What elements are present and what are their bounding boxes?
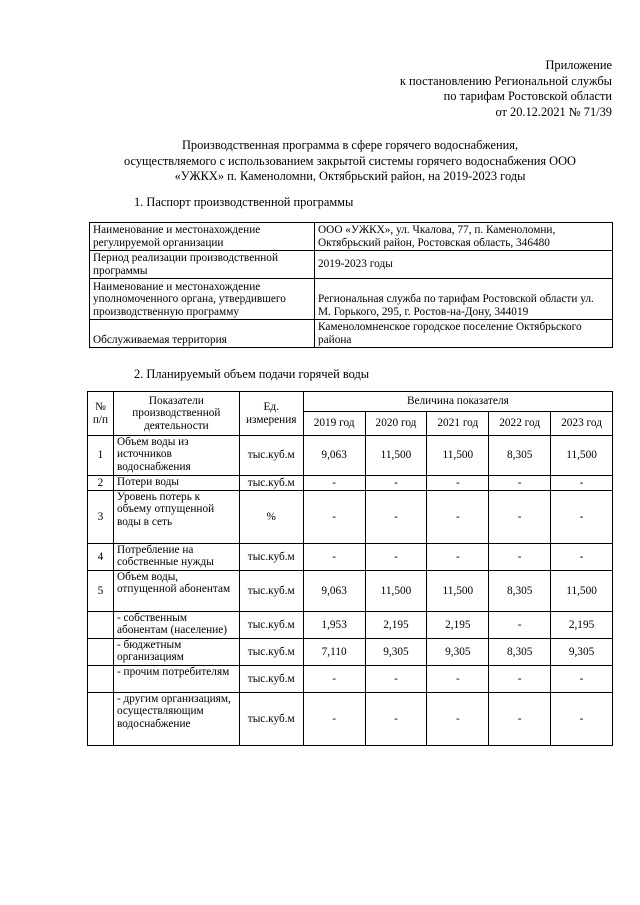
row-value: 9,063 — [303, 436, 365, 476]
row-value: - — [551, 544, 613, 571]
row-value: - — [551, 666, 613, 693]
table-row — [88, 612, 613, 639]
section-2-heading: 2. Планируемый объем подачи горячей воды — [134, 367, 370, 381]
row-name: Потери воды — [113, 476, 239, 491]
title-line: «УЖКХ» п. Каменоломни, Октябрьский район, на 2019-2023 годы — [174, 169, 526, 183]
row-value: - — [365, 666, 427, 693]
row-value: 2,195 — [365, 612, 427, 639]
col-no-header: № п/п — [88, 392, 114, 436]
row-value: 8,305 — [489, 571, 551, 612]
row-value: 11,500 — [365, 436, 427, 476]
year-header: 2019 год — [303, 412, 365, 436]
row-name: Объем воды из источников водоснабжения — [113, 436, 239, 476]
row-no: 4 — [88, 544, 114, 571]
row-value: 9,305 — [427, 639, 489, 666]
row-value: 8,305 — [489, 436, 551, 476]
row-value: - — [489, 666, 551, 693]
year-header: 2020 год — [365, 412, 427, 436]
row-value: 9,305 — [365, 639, 427, 666]
appendix-header — [400, 58, 612, 120]
passport-label: Период реализации производственной программы — [90, 251, 315, 279]
row-name: - бюджетным организациям — [113, 639, 239, 666]
row-value: - — [551, 491, 613, 544]
table-row — [88, 639, 613, 666]
section-1-heading: 1. Паспорт производственной программы — [134, 195, 354, 209]
row-no: 2 — [88, 476, 114, 491]
passport-row — [90, 320, 613, 348]
row-unit: тыс.куб.м — [239, 666, 303, 693]
passport-value: Региональная служба по тарифам Ростовской области ул. М. Горького, 295, г. Ростов-на-Дону, 344019 — [315, 279, 613, 320]
row-value: - — [303, 544, 365, 571]
document-title — [90, 138, 610, 185]
row-value: 11,500 — [427, 436, 489, 476]
row-no — [88, 639, 114, 666]
row-value: - — [489, 476, 551, 491]
row-value: - — [551, 693, 613, 746]
row-unit: тыс.куб.м — [239, 693, 303, 746]
row-value: - — [303, 693, 365, 746]
row-value: - — [303, 476, 365, 491]
row-value: 7,110 — [303, 639, 365, 666]
row-value: 2,195 — [427, 612, 489, 639]
row-value: - — [551, 476, 613, 491]
year-header: 2021 год — [427, 412, 489, 436]
row-name: - другим организациям, осуществляющим водоснабжение — [113, 693, 239, 746]
row-value: - — [303, 491, 365, 544]
year-header: 2023 год — [551, 412, 613, 436]
table-row — [88, 544, 613, 571]
passport-row — [90, 279, 613, 320]
row-value: 11,500 — [427, 571, 489, 612]
row-value: - — [427, 544, 489, 571]
row-value: 1,953 — [303, 612, 365, 639]
passport-row — [90, 223, 613, 251]
row-value: - — [489, 612, 551, 639]
appendix-line: по тарифам Ростовской области — [443, 89, 612, 103]
row-name: - собственным абонентам (население) — [113, 612, 239, 639]
row-value: - — [427, 491, 489, 544]
row-no: 3 — [88, 491, 114, 544]
table-row — [88, 693, 613, 746]
table-row — [88, 571, 613, 612]
row-no: 1 — [88, 436, 114, 476]
row-no: 5 — [88, 571, 114, 612]
row-name: Объем воды, отпущенной абонентам — [113, 571, 239, 612]
passport-label: Наименование и местонахождение уполномоченного органа, утвердившего производственную программу — [90, 279, 315, 320]
row-unit: тыс.куб.м — [239, 544, 303, 571]
row-name: Потребление на собственные нужды — [113, 544, 239, 571]
passport-table — [89, 222, 613, 348]
row-value: - — [365, 476, 427, 491]
row-name: - прочим потребителям — [113, 666, 239, 693]
row-value: 8,305 — [489, 639, 551, 666]
row-value: - — [303, 666, 365, 693]
row-value: - — [489, 693, 551, 746]
appendix-line: от 20.12.2021 № 71/39 — [495, 104, 612, 119]
row-value: 11,500 — [551, 436, 613, 476]
row-name: Уровень потерь к объему отпущенной воды в сеть — [113, 491, 239, 544]
row-value: 9,063 — [303, 571, 365, 612]
row-value: - — [427, 476, 489, 491]
row-value: - — [427, 666, 489, 693]
row-value: - — [489, 544, 551, 571]
title-line: Производственная программа в сфере горячего водоснабжения, — [181, 138, 519, 152]
volume-table — [87, 391, 613, 746]
row-unit: тыс.куб.м — [239, 612, 303, 639]
row-unit: тыс.куб.м — [239, 436, 303, 476]
passport-value: 2019-2023 годы — [315, 251, 613, 279]
col-unit-header: Ед. измерения — [239, 392, 303, 436]
table-row — [88, 666, 613, 693]
passport-value: ООО «УЖКХ», ул. Чкалова, 77, п. Каменоломни, Октябрьский район, Ростовская область, 346480 — [315, 223, 613, 251]
title-line: осуществляемого с использованием закрытой системы горячего водоснабжения ООО — [123, 153, 576, 168]
row-no — [88, 666, 114, 693]
row-value: - — [489, 491, 551, 544]
passport-row — [90, 251, 613, 279]
passport-label: Обслуживаемая территория — [90, 320, 315, 348]
row-value: 9,305 — [551, 639, 613, 666]
row-no — [88, 612, 114, 639]
row-value: 11,500 — [551, 571, 613, 612]
row-value: - — [365, 544, 427, 571]
year-header: 2022 год — [489, 412, 551, 436]
row-value: - — [365, 693, 427, 746]
table-row — [88, 476, 613, 491]
row-no — [88, 693, 114, 746]
passport-value: Каменоломненское городское поселение Октябрьского района — [315, 320, 613, 348]
row-value: 11,500 — [365, 571, 427, 612]
col-indicator-header: Показатели производственной деятельности — [113, 392, 239, 436]
table-row — [88, 491, 613, 544]
appendix-line: к постановлению Региональной службы — [399, 73, 612, 88]
table-row — [88, 436, 613, 476]
row-value: - — [365, 491, 427, 544]
row-value: - — [427, 693, 489, 746]
row-value: 2,195 — [551, 612, 613, 639]
passport-label: Наименование и местонахождение регулируемой организации — [90, 223, 315, 251]
row-unit: % — [239, 491, 303, 544]
col-value-group-header: Величина показателя — [303, 392, 612, 412]
appendix-line: Приложение — [545, 58, 612, 72]
row-unit: тыс.куб.м — [239, 476, 303, 491]
row-unit: тыс.куб.м — [239, 639, 303, 666]
row-unit: тыс.куб.м — [239, 571, 303, 612]
